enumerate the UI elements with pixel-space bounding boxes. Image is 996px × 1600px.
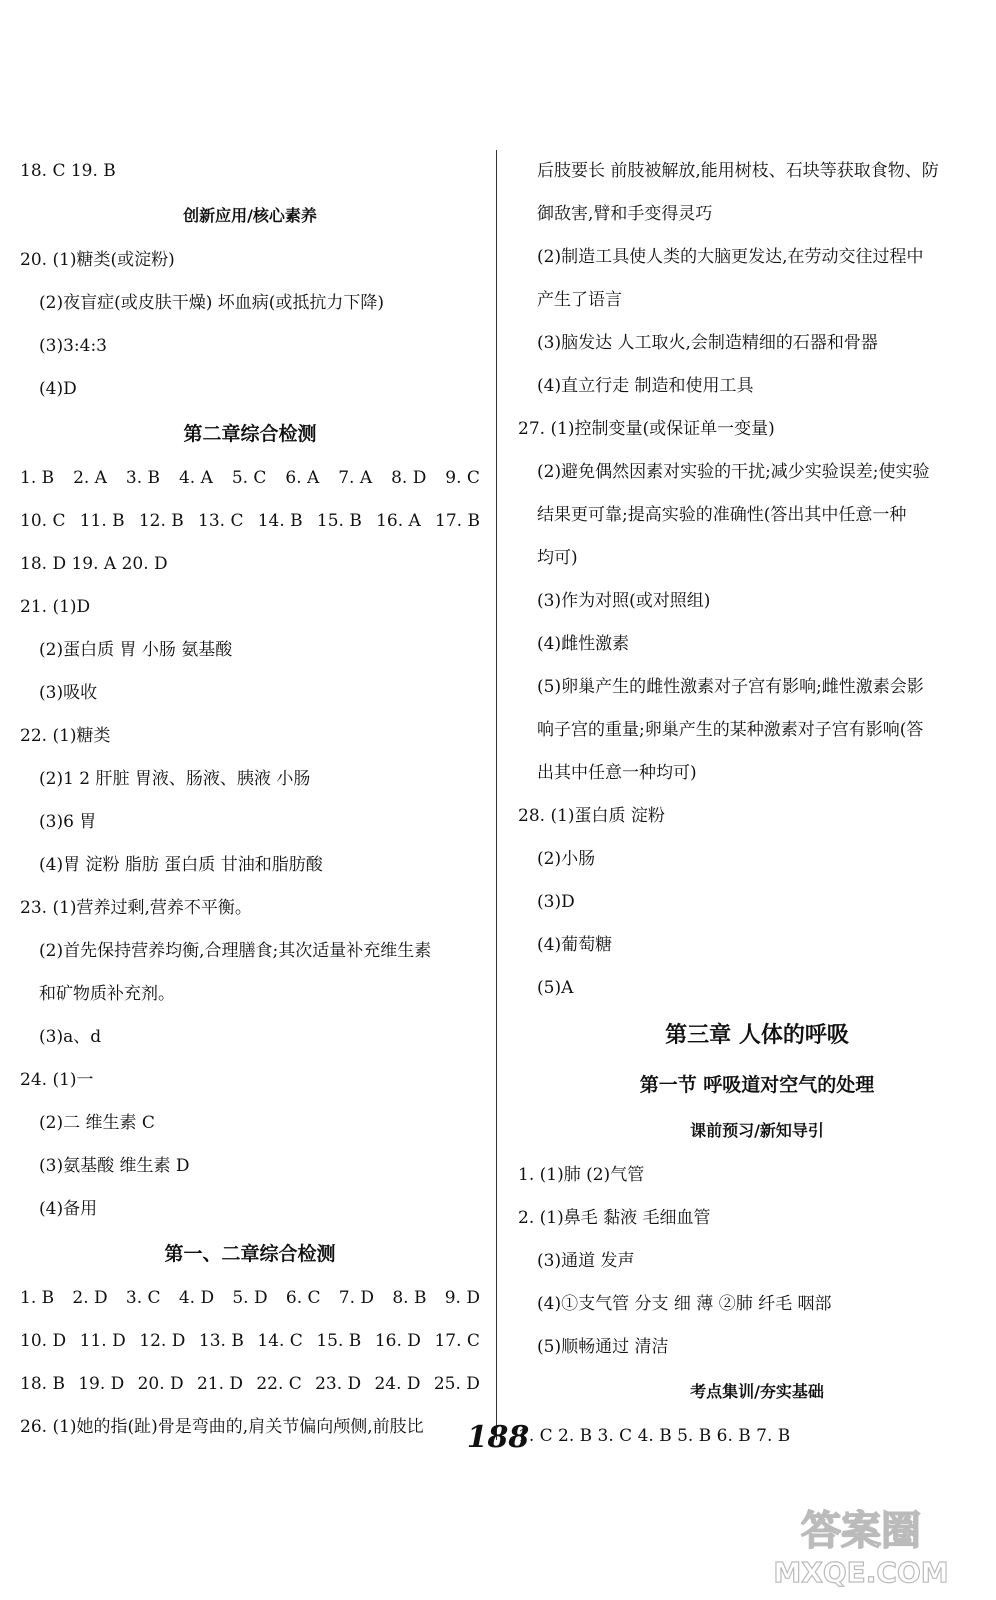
ch12-a7: 7. D [338, 1288, 375, 1308]
ch2-a10: 10. C [20, 511, 66, 531]
answer-q27-2b: 结果更可靠;提高实验的准确性(答出其中任意一种 [537, 505, 907, 525]
section1-heading: 第一节 呼吸道对空气的处理 [639, 1074, 875, 1096]
answer-row-18-19: 18. C 19. B [20, 161, 116, 181]
answer-q27-5b: 响子宫的重量;卵巢产生的某种激素对子宫有影响(答 [537, 720, 924, 740]
watermark-line1: 答案圈 [801, 1508, 921, 1554]
ch2-a1: 1. B [20, 468, 55, 488]
ch12-a3: 3. C [125, 1288, 161, 1308]
ch2-a16: 16. A [376, 511, 421, 531]
ch2-a12: 12. B [138, 511, 184, 531]
answer-q24-1: 24. (1)一 [20, 1070, 94, 1090]
ch2-a9: 9. C [445, 468, 480, 488]
ch12-a1: 1. B [20, 1288, 55, 1308]
exam-points-heading: 考点集训/夯实基础 [690, 1382, 824, 1401]
ch12-a14: 14. C [257, 1331, 303, 1351]
watermark-line2: MXQE.COM [773, 1556, 949, 1589]
answer-q28-4: (4)葡萄糖 [537, 935, 613, 955]
answer-q26-2a: (2)制造工具使人类的大脑更发达,在劳动交往过程中 [537, 247, 924, 267]
ch12-a21: 21. D [196, 1374, 244, 1394]
ch12-a10: 10. D [20, 1331, 67, 1351]
chapter2-test-heading: 第二章综合检测 [183, 423, 317, 445]
answer-q26-4: (4)直立行走 制造和使用工具 [537, 376, 754, 396]
answer-q24-3: (3)氨基酸 维生素 D [39, 1156, 190, 1176]
answer-q28-5: (5)A [537, 978, 574, 998]
answer-q24-4: (4)备用 [39, 1199, 98, 1219]
ch12-a9: 9. D [444, 1288, 480, 1308]
ch2-a7: 7. A [338, 468, 373, 488]
answer-q27-5c: 出其中任意一种均可) [537, 763, 697, 783]
preview-answer-2-1: 2. (1)鼻毛 黏液 毛细血管 [518, 1208, 711, 1228]
answer-q27-2c: 均可) [537, 548, 578, 568]
answer-q22-1: 22. (1)糖类 [20, 726, 111, 746]
answer-q20-2: (2)夜盲症(或皮肤干燥) 坏血病(或抵抗力下降) [39, 293, 385, 313]
answer-q27-1: 27. (1)控制变量(或保证单一变量) [518, 419, 775, 439]
ch2-a11: 11. B [79, 511, 125, 531]
answer-q26-1c: 御敌害,臂和手变得灵巧 [537, 204, 713, 224]
answer-q21-2: (2)蛋白质 胃 小肠 氨基酸 [39, 640, 233, 660]
ch12-a12: 12. D [139, 1331, 186, 1351]
ch2-answers-row3: 18. D 19. A 20. D [20, 554, 168, 574]
answer-q20-1: 20. (1)糖类(或淀粉) [20, 250, 175, 270]
answer-q20-3: (3)3:4:3 [39, 336, 107, 356]
preview-answer-2-4: (4)①支气管 分支 细 薄 ②肺 纤毛 咽部 [537, 1294, 832, 1314]
answer-q26-1: 26. (1)她的指(趾)骨是弯曲的,肩关节偏向颅侧,前肢比 [20, 1417, 424, 1437]
ch12-answers-row3 [20, 1363, 480, 1406]
answer-q21-3: (3)吸收 [39, 683, 98, 703]
answer-q24-2: (2)二 维生素 C [39, 1113, 155, 1133]
answer-q23-2a: (2)首先保持营养均衡,合理膳食;其次适量补充维生素 [39, 941, 432, 961]
ch2-a6: 6. A [285, 468, 320, 488]
ch2-a8: 8. D [391, 468, 427, 488]
answer-q26-3: (3)脑发达 人工取火,会制造精细的石器和骨器 [537, 333, 878, 353]
answer-q27-4: (4)雌性激素 [537, 634, 630, 654]
answer-q28-3: (3)D [537, 892, 575, 912]
ch12-a22: 22. C [256, 1374, 302, 1394]
ch2-answers-row2 [20, 500, 480, 543]
answer-q26-1b: 后肢要长 前肢被解放,能用树枝、石块等获取食物、防 [537, 161, 939, 181]
answer-q23-1: 23. (1)营养过剩,营养不平衡。 [20, 898, 252, 918]
ch12-a18: 18. B [20, 1374, 65, 1394]
ch2-a17: 17. B [435, 511, 480, 531]
ch12-a20: 20. D [137, 1374, 184, 1394]
answer-q22-3: (3)6 胃 [39, 812, 97, 832]
ch12-a24: 24. D [374, 1374, 421, 1394]
preview-answer-2-5: (5)顺畅通过 清洁 [537, 1337, 669, 1357]
answer-q27-3: (3)作为对照(或对照组) [537, 591, 711, 611]
exam-points-answers: 1. C 2. B 3. C 4. B 5. B 6. B 7. B [518, 1426, 791, 1446]
answer-q26-2b: 产生了语言 [537, 290, 622, 310]
preview-answer-1: 1. (1)肺 (2)气管 [518, 1165, 645, 1185]
ch12-a25: 25. D [433, 1374, 480, 1394]
answer-q28-1: 28. (1)蛋白质 淀粉 [518, 806, 665, 826]
ch2-answers-row1 [20, 457, 480, 500]
ch2-a5: 5. C [231, 468, 267, 488]
preview-answer-2-3: (3)通道 发声 [537, 1251, 635, 1271]
ch2-a4: 4. A [178, 468, 213, 488]
column-divider [496, 150, 497, 1440]
answer-q22-2: (2)1 2 肝脏 胃液、肠液、胰液 小肠 [39, 769, 311, 789]
page-number: 188 [466, 1420, 530, 1455]
answer-q27-5a: (5)卵巢产生的雌性激素对子宫有影响;雌性激素会影 [537, 677, 924, 697]
ch12-a16: 16. D [374, 1331, 421, 1351]
ch2-a2: 2. A [73, 468, 107, 488]
right-column [518, 150, 977, 1458]
ch2-a3: 3. B [125, 468, 161, 488]
ch12-a2: 2. D [72, 1288, 108, 1308]
ch12-a15: 15. B [316, 1331, 362, 1351]
ch12-a4: 4. D [178, 1288, 215, 1308]
watermark-logo-icon [746, 1500, 976, 1590]
ch12-a23: 23. D [315, 1374, 362, 1394]
answer-q23-2b: 和矿物质补充剂。 [39, 984, 175, 1004]
ch12-answers-row2 [20, 1320, 480, 1363]
ch2-a13: 13. C [198, 511, 244, 531]
chapter1-2-test-heading: 第一、二章综合检测 [164, 1243, 336, 1265]
ch12-answers-row1 [20, 1277, 480, 1320]
ch12-a17: 17. C [434, 1331, 480, 1351]
ch2-a15: 15. B [316, 511, 362, 531]
left-column [20, 150, 480, 1449]
ch2-a14: 14. B [257, 511, 303, 531]
ch12-a19: 19. D [78, 1374, 125, 1394]
answer-q20-4: (4)D [39, 379, 77, 399]
section-heading-innovation: 创新应用/核心素养 [183, 206, 317, 225]
ch12-a13: 13. B [198, 1331, 244, 1351]
ch12-a11: 11. D [79, 1331, 126, 1351]
answer-q27-2a: (2)避免偶然因素对实验的干扰;减少实验误差;使实验 [537, 462, 930, 482]
preview-heading: 课前预习/新知导引 [690, 1121, 824, 1140]
ch12-a5: 5. D [232, 1288, 268, 1308]
answer-q23-3: (3)a、d [39, 1027, 102, 1047]
ch12-a6: 6. C [285, 1288, 321, 1308]
answer-q28-2: (2)小肠 [537, 849, 596, 869]
answer-q22-4: (4)胃 淀粉 脂肪 蛋白质 甘油和脂肪酸 [39, 855, 323, 875]
chapter3-heading: 第三章 人体的呼吸 [665, 1023, 849, 1048]
ch12-a8: 8. B [392, 1288, 427, 1308]
answer-q21-1: 21. (1)D [20, 597, 91, 617]
